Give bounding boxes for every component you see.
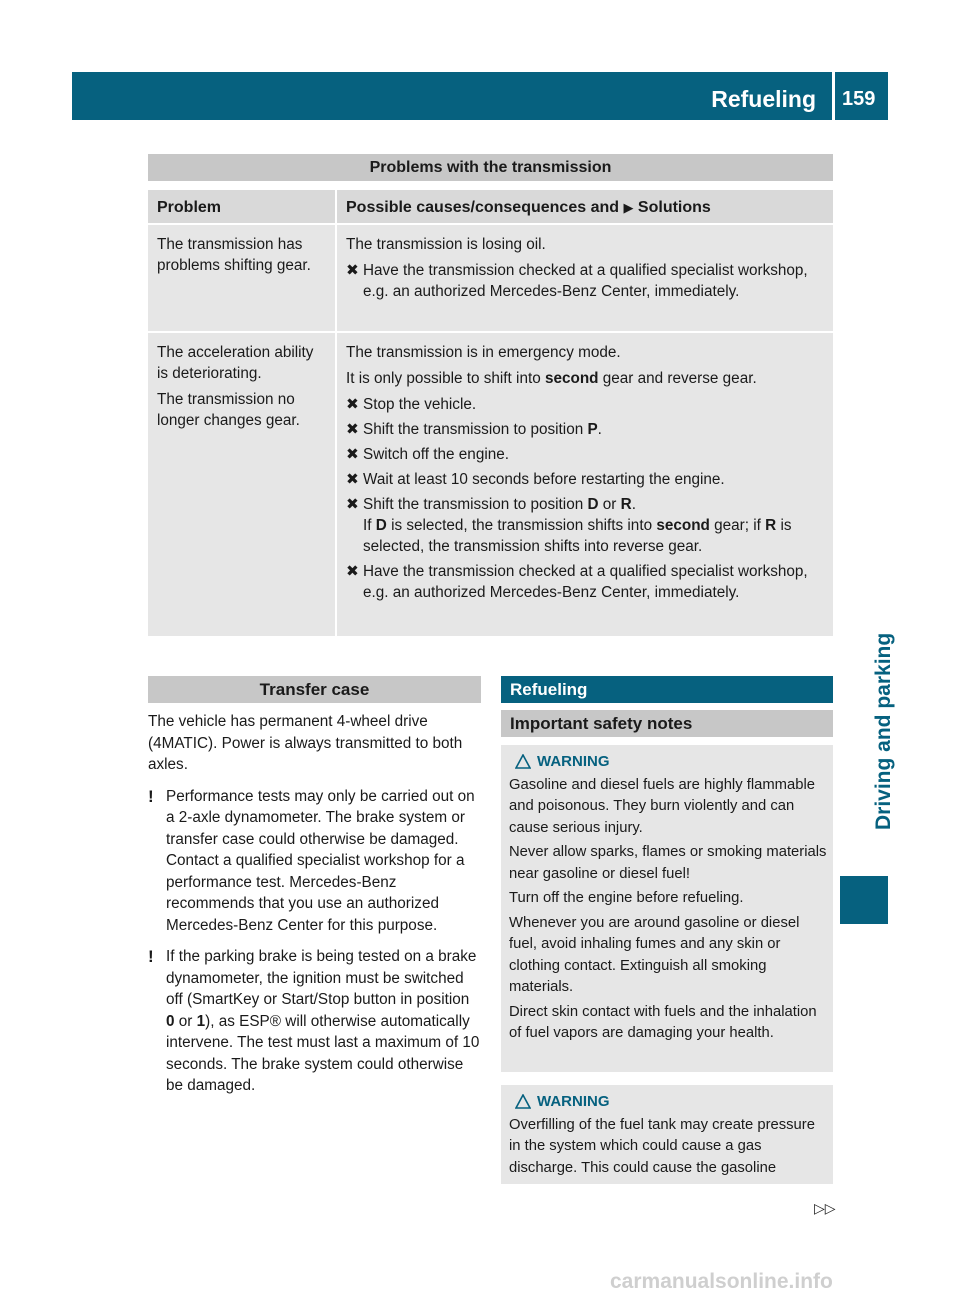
warning-label: WARNING [537,753,610,770]
warning-icon [515,754,531,769]
step-arrow-icon: ✖ [346,471,359,488]
list-item [346,260,825,302]
warning-text: Overfilling of the fuel tank may create pressure in the system which could cause a gas discharge. This could cause the gasoline [509,1116,815,1176]
step-text: Stop the vehicle. [363,396,477,413]
list-item: ✖ Shift the transmission to position P. [346,421,602,438]
warning-text: Never allow sparks, flames or smoking materials near gasoline or diesel fuel! [509,844,827,882]
section-title-transfer-case: Transfer case [148,676,481,703]
warning-text: Gasoline and diesel fuels are highly flammable and poisonous. They burn violently and can cause serious injury. [509,776,815,836]
step-text: Shift the transmission to position [363,421,584,438]
header-title: Refueling [711,86,816,112]
warning-box [501,1085,833,1184]
step-arrow-icon: ✖ [346,262,359,279]
note-text: Performance tests may only be carried out on a 2-axle dynamometer. The brake system or transfer case could otherwise be damaged. Contact a qualified specialist workshop for a performance test. Mercedes-Benz recommends that you use an authorized Mercedes-Benz Center for this purpose. [166,787,475,934]
paragraph: The vehicle has permanent 4-wheel drive (4MATIC). Power is always transmitted to both axles. [148,713,463,773]
warning-heading [509,751,827,773]
step-text: Wait at least 10 seconds before restarting the engine. [363,471,725,488]
section-tab-marker [840,876,888,924]
notice-icon: ! [148,786,154,806]
cause-text: It is only possible to shift into second gear and reverse gear. [346,370,757,387]
table-header-solutions [337,190,833,223]
step-arrow-icon: ✖ [346,396,359,413]
page-header [72,72,888,120]
warning-text: Direct skin contact with fuels and the inhalation of fuel vapors are damaging your health. [509,1003,817,1041]
transfer-case-body [148,711,482,1107]
notice-icon: ! [148,947,154,966]
step-arrow-icon: ✖ [346,496,359,513]
header-text: Possible causes/consequences and [346,199,620,216]
warning-icon [515,1094,531,1109]
list-item [346,444,825,465]
table-row-2-problem [148,333,335,636]
warning-text: Turn off the engine before refueling. [509,890,744,906]
warning-text: Whenever you are around gasoline or diesel fuel, avoid inhaling fumes and any skin or clothing contact. Extinguish all smoking materials. [509,914,800,995]
step-arrow-icon: ✖ [346,421,359,438]
subsection-title-safety: Important safety notes [501,710,833,737]
step-text: Have the transmission checked at a qualified specialist workshop, e.g. an authorized Mercedes-Benz Center, immediately. [363,563,808,601]
list-item [346,469,825,490]
cause-text: The transmission is losing oil. [346,236,546,253]
problem-text: The transmission no longer changes gear. [157,391,300,429]
table-row-2-solution [337,333,833,636]
header-text: Solutions [637,199,711,216]
note-item: ! If the parking brake is being tested on a brake dynamometer, the ignition must be switched off (SmartKey or Start/Stop button in position 0 or 1), as ESP® will otherwise automatically intervene. The test must last a maximum of 10 seconds. The brake system could otherwise be damaged. [148,947,480,1094]
section-tab [844,480,895,830]
warning-label: WARNING [537,1093,610,1110]
step-text: Have the transmission checked at a qualified specialist workshop, e.g. an authorized Mercedes-Benz Center, immediately. [363,262,808,300]
step-note: If D is selected, the transmission shifts into second gear; if R is selected, the transmission shifts into reverse gear. [363,517,792,555]
note-text: If the parking brake is being tested on a brake dynamometer, the ignition must be switched off (SmartKey or Start/Stop button in position [166,948,477,1008]
step-text: Shift the transmission to position [363,496,584,513]
table-row-1-problem [148,225,335,331]
list-item [346,394,825,415]
continue-marker: ▷▷ [814,1200,836,1216]
step-arrow-icon: ✖ [346,446,359,463]
header-divider [832,72,835,120]
warning-heading [509,1091,827,1113]
step-arrow-icon: ✖ [346,563,359,580]
table-header-problem: Problem [148,190,335,223]
cause-text: The transmission is in emergency mode. [346,344,621,361]
solution-arrow-icon: ▶ [623,200,634,215]
problem-text: The transmission has problems shifting gear. [157,236,311,274]
page-number: 159 [842,88,876,110]
problem-text: The acceleration ability is deteriorating. [157,344,314,382]
list-item [346,561,825,603]
step-text: Switch off the engine. [363,446,509,463]
table-row-1-solution [337,225,833,331]
warning-box [501,745,833,1072]
list-item: ✖ Shift the transmission to position D or R. If D is selected, the transmission shifts into second gear; if R is selected, the transmission shifts into reverse gear. [346,494,825,557]
watermark: carmanualsonline.info [610,1270,833,1293]
table-title: Problems with the transmission [148,154,833,181]
section-tab-label: Driving and parking [872,632,895,830]
section-title-refueling: Refueling [501,676,833,703]
note-item [148,786,482,937]
